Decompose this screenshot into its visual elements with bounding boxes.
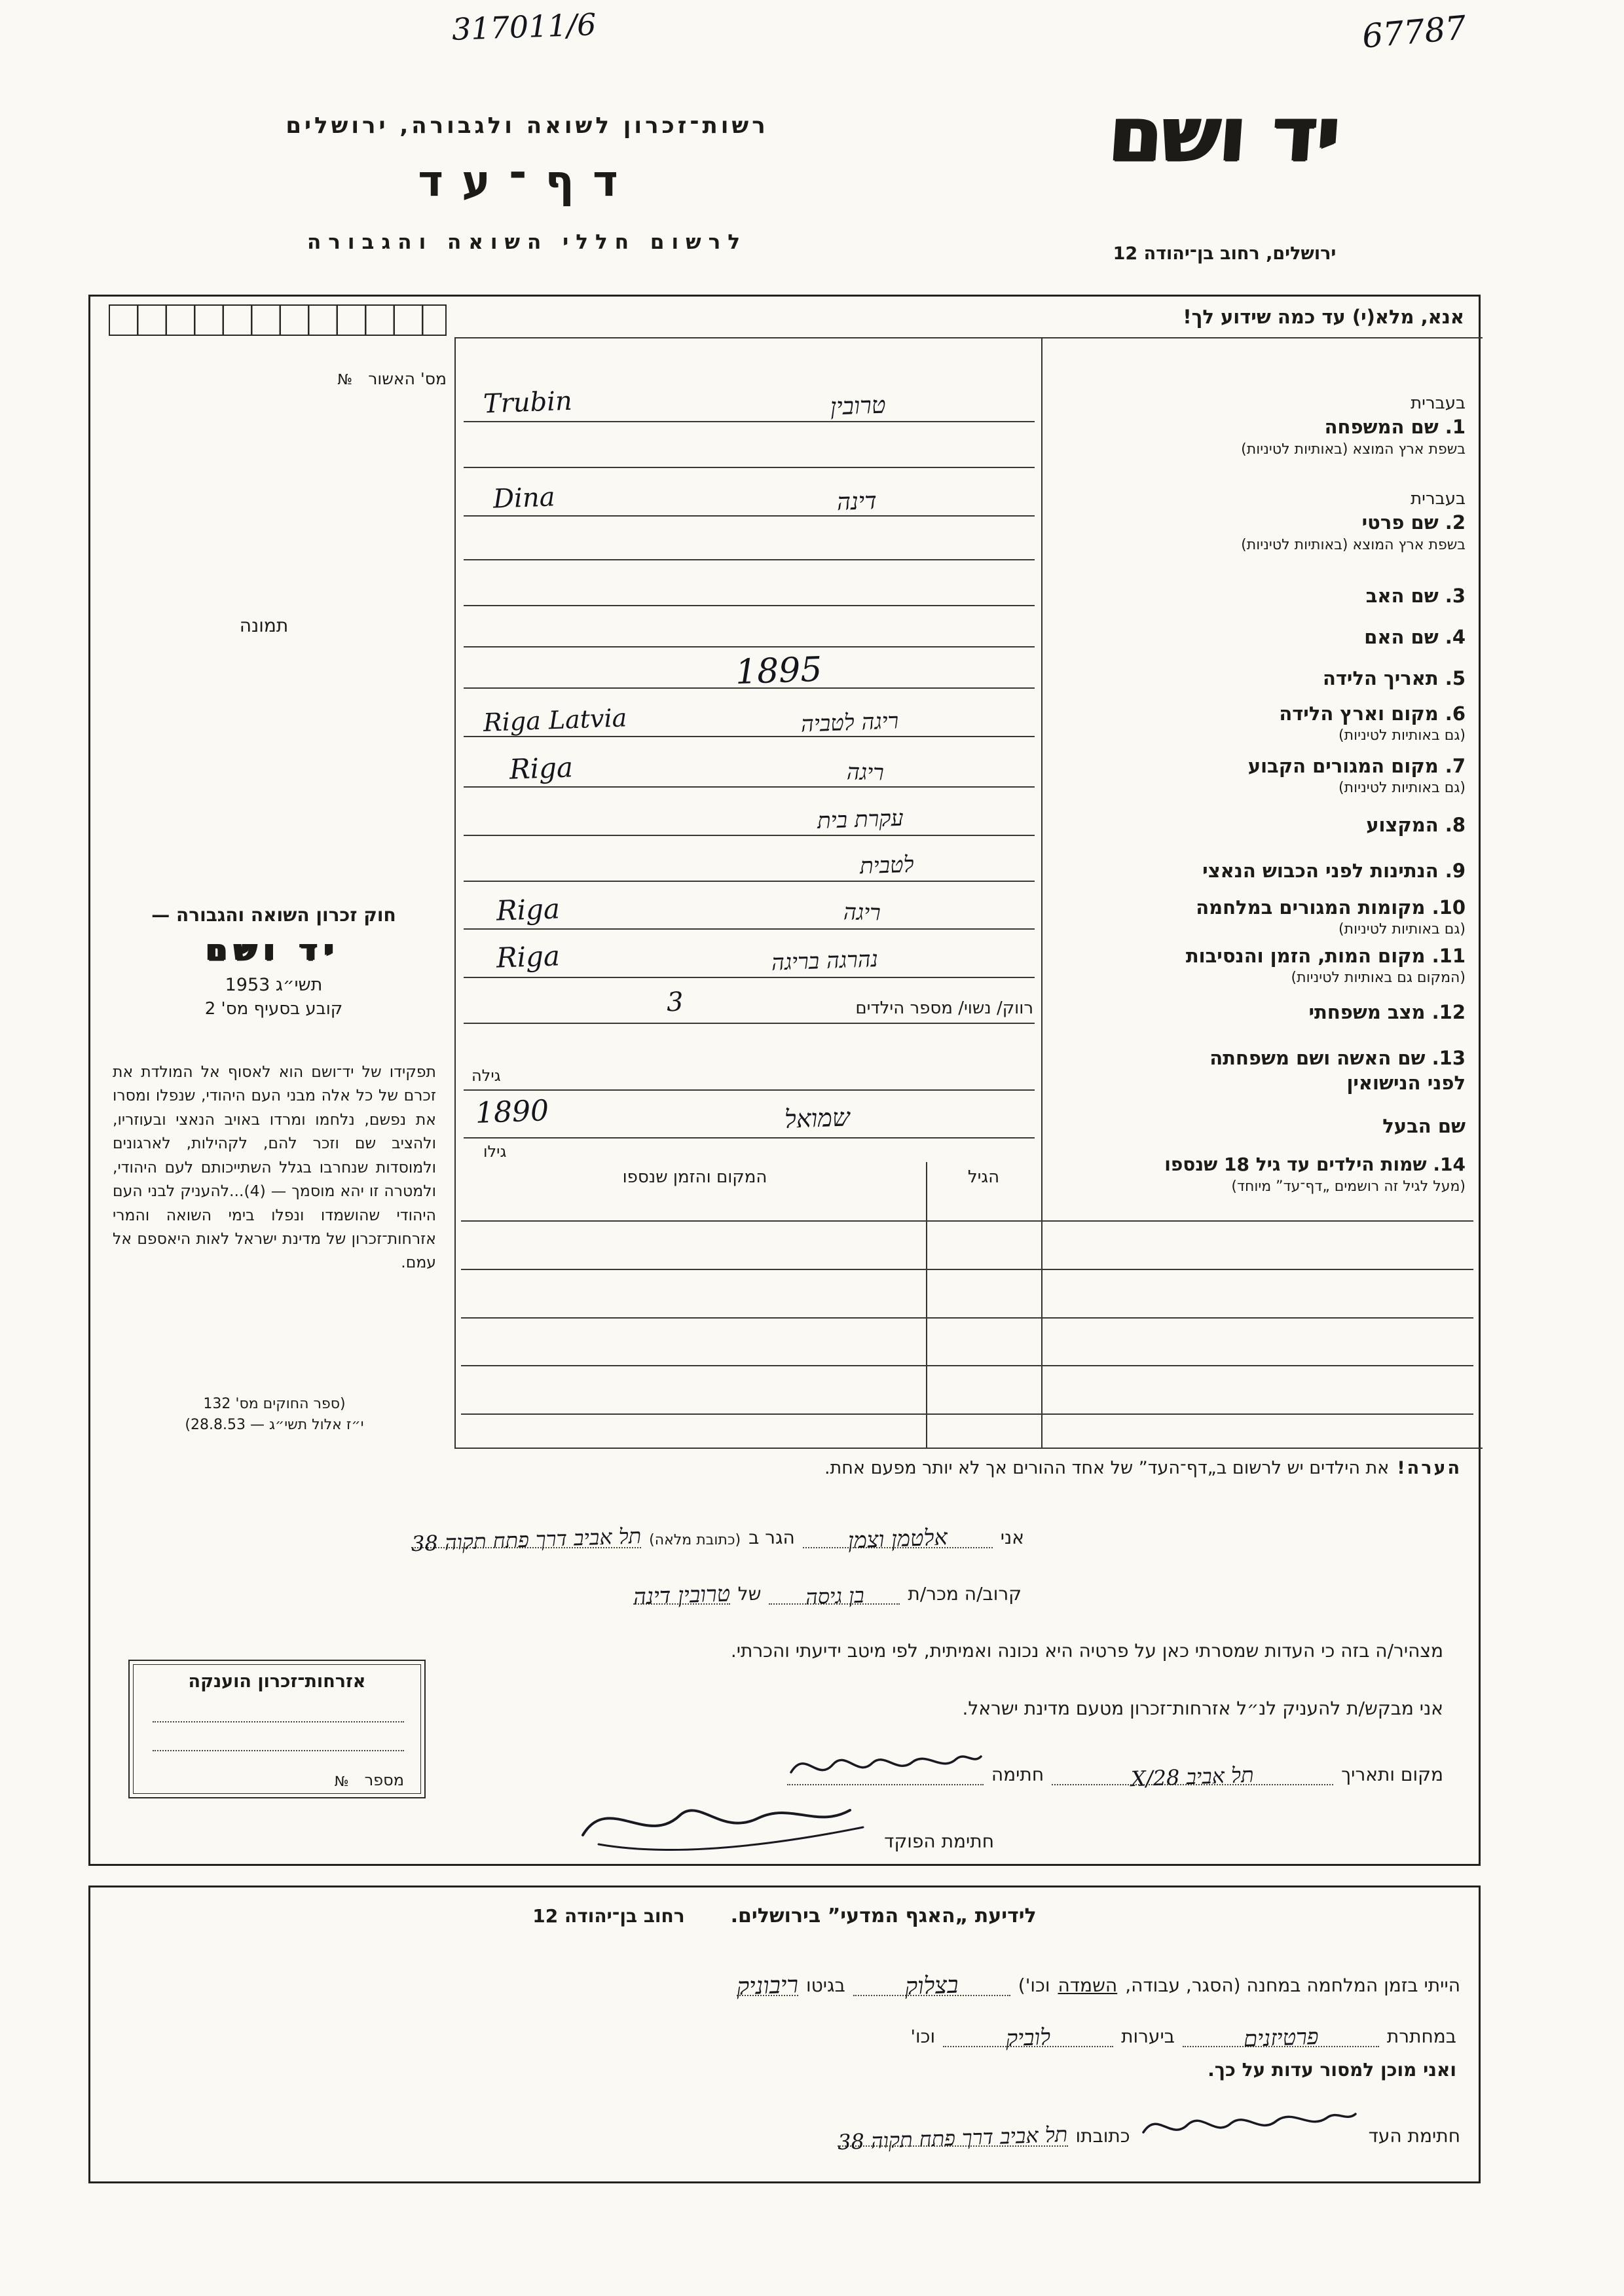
writing-line <box>464 1089 1035 1091</box>
marital-status-options: רווק/ נשוי/ מספר הילדים <box>855 998 1033 1018</box>
science-branch-title-row <box>90 1904 1479 1927</box>
writing-line <box>464 881 1035 882</box>
clerk-signature-label: חתימת הפוקד <box>884 1831 994 1852</box>
law-title: חוק זכרון השואה והגבורה — <box>151 904 396 926</box>
field-6-label <box>1060 701 1466 745</box>
field-13-title: 13. שם האשה ושם משפחתה <box>1209 1047 1466 1069</box>
hw-family-name-latin: Trubin <box>483 386 573 420</box>
clerk-signature-scribble <box>575 1797 876 1852</box>
field-10-title: 10. מקומות המגורים במלחמה <box>1196 896 1466 919</box>
hw-first-name-latin: Dina <box>492 482 556 515</box>
declarant-address-line <box>411 1523 642 1557</box>
science-branch-section <box>88 1886 1481 2183</box>
clerk-signature-row <box>503 1797 994 1852</box>
law-header-block <box>110 904 437 1019</box>
field-2-title: 2. שם פרטי <box>1361 511 1466 534</box>
children-table-age-header: הגיל <box>967 1167 1000 1187</box>
hw-declarant-address: תל אביב דרך פתח תקוה 38 <box>411 1523 642 1557</box>
signature-label: חתימה <box>991 1764 1044 1785</box>
note-label: הערה! <box>1397 1458 1462 1478</box>
field-5-label: 5. תאריך הלידה <box>1322 667 1466 689</box>
law-reference-line2: י״ז אלול תשי״ג — 28.8.53) <box>185 1416 364 1433</box>
underground-line <box>1183 2024 1379 2052</box>
place-date-line <box>1052 1762 1333 1792</box>
husband-name-label: שם הבעל <box>1382 1115 1466 1137</box>
numero-sign: № <box>337 372 353 388</box>
field-9-label: 9. הנתינות לפני הכבוש הנאצי <box>1202 860 1466 882</box>
writing-line <box>464 786 1035 788</box>
citizenship-box-line <box>153 1750 404 1751</box>
writing-line <box>464 515 1035 517</box>
camp-label: הייתי בזמן המלחמה במחנה (הסגר, עבודה, <box>1125 1975 1460 1996</box>
children-table-row-line <box>461 1220 1473 1222</box>
writing-line <box>464 646 1035 647</box>
hw-wartime-residence-hebrew: ריגה <box>843 899 881 926</box>
law-year: תשי״ג 1953 <box>225 975 323 995</box>
left-column-divider <box>454 337 456 1449</box>
relation-line <box>769 1581 900 1610</box>
hw-family-name-hebrew: טרובין <box>830 392 887 421</box>
science-branch-title: לידיעת „האגף המדעי” בירושלים. <box>730 1904 1037 1927</box>
declarant-name-line <box>803 1524 993 1554</box>
declarant-row <box>259 1523 1024 1557</box>
hw-death-place-hebrew: נהרגה בריגה <box>771 946 879 976</box>
writing-line <box>464 736 1035 737</box>
citizenship-number-label: מספר <box>364 1771 404 1789</box>
witness-address-label: כתובתו <box>1075 2125 1130 2147</box>
field-14-sub: (מעל לגיל זה רושמים „דף־עד” מיוחד) <box>1231 1178 1466 1195</box>
citizenship-number-row <box>153 1766 404 1789</box>
hw-profession: עקרת בית <box>817 805 904 835</box>
forests-line <box>943 2024 1113 2052</box>
hw-death-place-latin: Riga <box>496 939 561 974</box>
form-subtitle: לרשום חללי השואה והגבורה <box>306 230 748 254</box>
children-table-row-line <box>461 1365 1473 1366</box>
main-form <box>88 295 1481 1866</box>
hw-camp-name: בצלוק <box>904 1971 959 2001</box>
writing-line <box>464 421 1035 422</box>
citizenship-granted-box <box>128 1660 426 1798</box>
hw-children-count: 3 <box>666 987 684 1018</box>
hw-residence-hebrew: ריגה <box>846 759 885 786</box>
field-14-label <box>1060 1153 1466 1196</box>
writing-line <box>464 467 1035 468</box>
ready-to-testify-text: ואני מוכן למסור עדות על כך. <box>1208 2059 1456 2081</box>
camp-line <box>853 1971 1010 2001</box>
declarant-i-label: אני <box>1000 1527 1024 1548</box>
field-7-sub: (גם באותיות לטיניות) <box>1338 780 1466 797</box>
witness-signature-label: חתימת העד <box>1368 2125 1460 2147</box>
note-rule <box>456 1448 1483 1449</box>
witness-signature-scribble <box>787 1745 984 1784</box>
hw-wartime-residence-latin: Riga <box>496 892 561 927</box>
hw-underground: פרטיזנים <box>1242 2024 1319 2052</box>
yad-vashem-logo: יד ושם <box>1106 90 1343 179</box>
children-table-age-divider <box>926 1162 927 1448</box>
witness-signature-row <box>113 2104 1460 2155</box>
header-address: ירושלים, רחוב בן־יהודה 12 <box>1113 244 1337 264</box>
field-14-title: 14. שמות הילדים עד גיל 18 שנספו <box>1164 1154 1466 1175</box>
field-12-label: 12. מצב משפחתי <box>1308 1001 1466 1023</box>
form-title: דף־עד <box>418 156 637 206</box>
law-body-text: תפקידו של יד־ושם הוא לאסוף אל המולדת את זכרם של כל אלה מבני העם היהודי, שנפלו ומסרו את נפשם, נלחמו ומרדו באויב הנאצי ובעוזריו, ולהציב שם וזכר להם, לקהילות, לארגונים ולמוסדות שנחרבו בגלל השתייכותם לעם היהודי, ולמטרה זו יהא מוסמך — (4)...להעניק לבני העם היהודי שהושמדו ונפלו בימי השואה והמרי אזרחות־זכרון של מדינת ישראל לאות היאספם אל עמם. <box>113 1063 436 1272</box>
hw-residence-latin: Riga <box>509 751 574 786</box>
law-logo: יד ושם <box>206 934 341 967</box>
numero-sign: № <box>334 1774 349 1789</box>
underground-label: במחתרת <box>1386 2026 1456 2047</box>
signature-line <box>787 1745 984 1785</box>
field-1-label <box>1060 392 1466 459</box>
science-branch-address: רחוב בן־יהודה 12 <box>532 1905 685 1927</box>
approval-number-label: מס' האשור <box>368 369 447 388</box>
note-row <box>824 1458 1462 1478</box>
hw-relation: בן גיסה <box>804 1582 864 1610</box>
field-7-title: 7. מקום המגורים הקבוע <box>1247 755 1466 777</box>
writing-line <box>464 977 1035 978</box>
hw-forests: לוביק <box>1005 2024 1051 2052</box>
place-date-label: מקום ותאריך <box>1341 1764 1443 1785</box>
field-1-sub: בשפת ארץ המוצא (באותיות לטיניות) <box>1241 441 1466 458</box>
field-6-sub: (גם באותיות לטיניות) <box>1338 727 1466 744</box>
field-7-label <box>1060 754 1466 797</box>
hw-first-name-hebrew: דינה <box>836 487 877 517</box>
field-10-label <box>1060 895 1466 939</box>
field-13-title2: לפני הנישואין <box>1346 1072 1466 1095</box>
writing-line <box>464 559 1035 560</box>
writing-line <box>464 835 1035 836</box>
declaration-statement: מצהיר/ה בזה כי העדות שמסרתי כאן על פרטיה היא נכונה ואמיתית, לפי מיטב ידיעתי והכרתי. <box>730 1640 1443 1662</box>
law-reference <box>113 1394 436 1436</box>
field-2-label <box>1060 488 1466 555</box>
field-1-title: 1. שם המשפחה <box>1324 416 1466 439</box>
field-11-label <box>1060 943 1466 987</box>
citizenship-box-line <box>153 1721 404 1722</box>
field-10-sub: (גם באותיות לטיניות) <box>1338 921 1466 938</box>
husband-age-label: גילו <box>483 1142 507 1161</box>
ghetto-line <box>736 1971 799 2001</box>
hw-witness-address: תל אביב דרך פתח תקוה 38 <box>837 2121 1069 2155</box>
field-4-label: 4. שם האם <box>1364 626 1466 648</box>
resides-label: הגר ב <box>748 1527 795 1548</box>
top-center-handwritten-number: 317011/6 <box>451 7 597 47</box>
hw-birth-place-hebrew: ריגה לטביה <box>800 708 899 738</box>
relation-label: קרוב/ה מכר/ת <box>908 1583 1022 1605</box>
hw-ghetto-name: ריבוניק <box>736 1971 799 2001</box>
field-2-sub: בשפת ארץ המוצא (באותיות לטיניות) <box>1241 536 1466 553</box>
field-2-pre: בעברית <box>1411 489 1466 509</box>
ghetto-label: בגיטו <box>806 1975 845 1996</box>
place-date-signature-row <box>422 1745 1443 1792</box>
field-3-label: 3. שם האב <box>1365 585 1466 607</box>
photo-placeholder-label: תמונה <box>239 615 289 636</box>
field-11-sub: (המקום גם באותיות לטיניות) <box>1291 970 1466 987</box>
top-right-file-number: 67787 <box>1360 9 1468 56</box>
children-table-place-header: המקום והזמן שנספו <box>622 1167 767 1187</box>
hw-husband-birth-year: 1890 <box>475 1094 549 1130</box>
citizenship-request: אני מבקש/ת להעניק לנ״ל אזרחות־זכרון מטעם מדינת ישראל. <box>962 1698 1443 1719</box>
hw-subject-name: טרובין דינה <box>632 1580 731 1611</box>
witness-address-line <box>837 2121 1069 2155</box>
children-table-row-line <box>461 1269 1473 1270</box>
field-13-label <box>1060 1046 1466 1096</box>
wartime-camp-row <box>113 1971 1460 2001</box>
writing-line <box>464 928 1035 930</box>
witness-signature-scribble <box>1138 2104 1361 2147</box>
hw-citizenship: לטבית <box>859 851 915 880</box>
hw-birth-date: 1895 <box>734 649 823 693</box>
subject-name-line <box>632 1580 731 1611</box>
field-11-title: 11. מקום המות, הזמן והנסיבות <box>1185 945 1466 967</box>
writing-line <box>464 1023 1035 1024</box>
writing-line <box>464 1137 1035 1139</box>
header-rule <box>456 337 1483 338</box>
authority-line: רשות־זכרון לשואה ולגבורה, ירושלים <box>286 113 769 139</box>
digit-grid-box <box>109 304 447 336</box>
hw-declarant-name: אלטמן וצמן <box>847 1524 948 1554</box>
hw-husband-name: שמואל <box>784 1102 851 1134</box>
children-table-row-line <box>461 1317 1473 1319</box>
forests-label: ביערות <box>1121 2026 1175 2047</box>
children-table-row-line <box>461 1413 1473 1415</box>
etc-label: וכו' <box>910 2026 936 2047</box>
wife-age-label: גילה <box>471 1066 501 1085</box>
field-6-title: 6. מקום וארץ הלידה <box>1279 702 1466 725</box>
camp-label-extermination: השמדה <box>1058 1975 1118 1996</box>
writing-line <box>464 605 1035 606</box>
approval-number-row <box>109 365 447 388</box>
of-label: של <box>737 1583 762 1605</box>
law-reference-line1: (ספר החוקים מס' 132 <box>203 1396 346 1412</box>
camp-label-etc: וכו') <box>1018 1975 1050 1996</box>
note-text: את הילדים יש לרשום ב„דף־העד” של אחד ההורים אך לא יותר מפעם אחת. <box>824 1458 1390 1478</box>
hw-place-date: תל אביב 28/X <box>1130 1762 1255 1792</box>
field-8-label: 8. המקצוע <box>1366 814 1466 836</box>
field-1-pre: בעברית <box>1411 393 1466 413</box>
law-clause: קובע בסעיף מס' 2 <box>204 999 343 1019</box>
full-address-note: (כתובת מלאה) <box>649 1532 741 1548</box>
hw-birth-place-latin: Riga Latvia <box>483 703 627 737</box>
fill-in-instruction: אנא, מלא(י) עד כמה שידוע לך! <box>1183 306 1464 328</box>
label-column-divider <box>1041 337 1043 1449</box>
underground-row <box>762 2024 1456 2052</box>
citizenship-box-title: אזרחות־זכרון הוענקה <box>188 1671 366 1692</box>
relation-row <box>456 1580 1022 1611</box>
